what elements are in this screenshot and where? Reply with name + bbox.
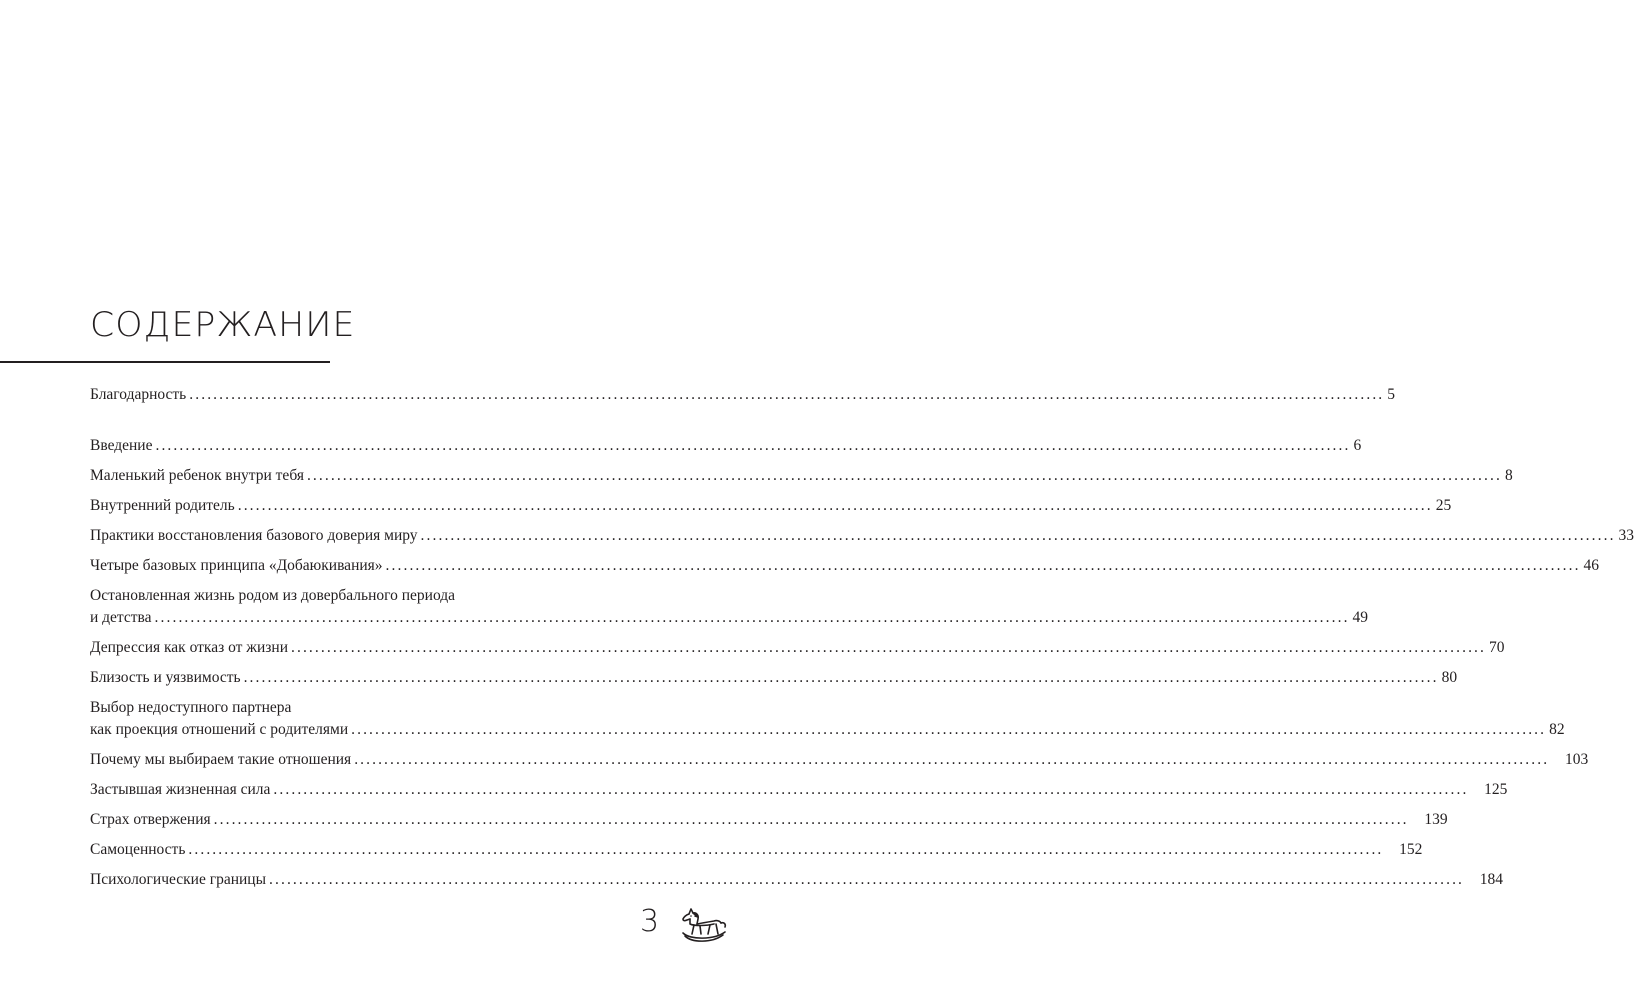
toc-entry-page: 46 [1583,557,1600,574]
toc-entry-title: Депрессия как отказ от жизни [90,639,288,656]
leader-dots: ........................................................................................................................................................................................................ [155,437,1351,454]
leader-dots: ........................................................................................................................................................................................................ [385,557,1581,574]
leader-dots: ........................................................................................................................................................................................................ [188,841,1384,858]
toc-entry-title: Благодарность [90,386,187,403]
page-title: СОДЕРЖАНИЕ [90,305,356,345]
toc-entry-page: 49 [1352,609,1369,626]
page-number: 3 [640,904,660,939]
leader-dots: ........................................................................................................................................................................................................ [354,751,1550,768]
rocking-horse-icon [680,906,728,946]
toc-entry-title: Застывшая жизненная сила [90,781,271,798]
toc-entry[interactable] [90,637,1505,659]
toc-entry-title: Близость и уязвимость [90,669,241,686]
toc-entry[interactable] [90,809,1448,831]
toc-entry[interactable] [90,525,1634,547]
leader-dots: ........................................................................................................................................................................................................ [306,467,1502,484]
leader-dots: ........................................................................................................................................................................................................ [269,871,1465,888]
leader-dots: ........................................................................................................................................................................................................ [420,527,1616,544]
toc-entry-title: Маленький ребенок внутри тебя [90,467,304,484]
toc-entry-title: Введение [90,437,153,454]
toc-entry-page: 8 [1504,467,1513,484]
toc-entry[interactable] [90,384,1396,406]
toc-entry-title: Самоценность [90,841,186,858]
toc-entry[interactable] [90,749,1589,771]
toc-entry[interactable] [90,779,1508,801]
toc-entry-title: Практики восстановления базового доверия миру [90,527,418,544]
toc-entry-title: Психологические границы [90,871,267,888]
toc-entry[interactable] [90,585,1369,629]
toc-entry-page: 80 [1441,669,1458,686]
toc-entry-title: Внутренний родитель [90,497,235,514]
toc-entry-page: 152 [1399,841,1423,858]
leader-dots: ........................................................................................................................................................................................................ [154,609,1350,626]
toc-entry-page: 103 [1564,751,1589,768]
toc-entry-title: как проекция отношений с родителями [90,721,349,738]
leader-dots: ........................................................................................................................................................................................................ [351,721,1547,738]
table-of-contents [90,384,1634,899]
toc-entry-title-line: Выбор недоступного партнера [90,699,292,716]
leader-dots: ........................................................................................................................................................................................................ [189,386,1385,403]
toc-entry[interactable] [90,667,1458,689]
toc-entry[interactable] [90,869,1504,891]
title-underline [0,361,330,363]
toc-entry-page: 125 [1484,781,1508,798]
toc-entry-page: 5 [1387,386,1396,403]
toc-entry-page: 25 [1435,497,1452,514]
toc-entry[interactable] [90,435,1362,457]
leader-dots: ........................................................................................................................................................................................................ [291,639,1486,656]
toc-entry-title: Четыре базовых принципа «Добаюкивания» [90,557,383,574]
toc-entry[interactable] [90,495,1452,517]
toc-entry-page: 6 [1353,437,1362,454]
toc-entry-title: и детства [90,609,152,626]
toc-entry[interactable] [90,839,1423,861]
toc-entry-title: Страх отвержения [90,811,211,828]
toc-entry[interactable] [90,555,1600,577]
toc-entry-title-line: Остановленная жизнь родом из довербального периода [90,587,456,604]
toc-entry-page: 82 [1549,721,1565,738]
leader-dots: ........................................................................................................................................................................................................ [213,811,1409,828]
toc-entry-page: 139 [1424,811,1448,828]
toc-entry[interactable] [90,465,1513,487]
toc-entry-page: 184 [1479,871,1504,888]
leader-dots: ........................................................................................................................................................................................................ [243,669,1439,686]
toc-entry[interactable] [90,697,1565,741]
toc-entry-page: 33 [1618,527,1634,544]
leader-dots: ........................................................................................................................................................................................................ [237,497,1433,514]
toc-entry-page: 70 [1489,639,1505,656]
leader-dots: ........................................................................................................................................................................................................ [273,781,1469,798]
toc-entry-title: Почему мы выбираем такие отношения [90,751,352,768]
